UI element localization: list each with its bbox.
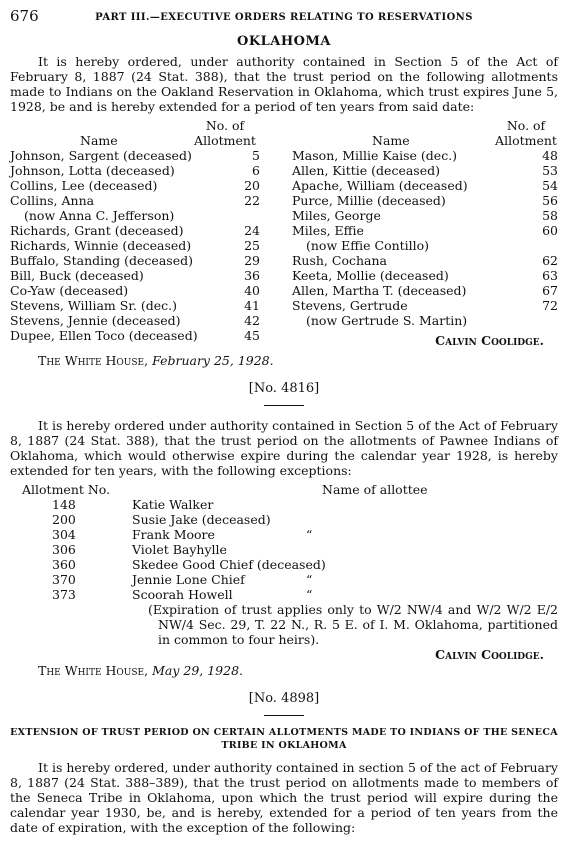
allotment-number: 25	[244, 238, 260, 253]
allottee-name: Stevens, Gertrude	[292, 298, 408, 313]
page-number: 676	[10, 7, 39, 25]
allotment-number: 5	[252, 148, 260, 163]
ditto-mark: “	[306, 587, 313, 602]
allottee-name: Co-Yaw (deceased)	[10, 283, 129, 298]
allotment-number: 42	[244, 313, 260, 328]
date-1: February 25, 1928.	[152, 353, 274, 368]
exception-allottee: Jennie Lone Chief	[132, 572, 245, 587]
allotment-entry	[292, 148, 558, 163]
allottee-name: Mason, Millie Kaise (dec.)	[292, 148, 458, 163]
right-num-heading-1: No. of	[506, 118, 546, 133]
right-column-header	[292, 118, 558, 150]
allotment-number: 54	[542, 178, 558, 193]
signature-2: Calvin Coolidge.	[435, 647, 544, 662]
left-allotment-list	[10, 148, 260, 343]
allotment-entry	[292, 163, 558, 178]
allotment-number: 48	[542, 148, 558, 163]
allotment-entry	[292, 298, 558, 313]
allotment-no-heading: Allotment No.	[22, 482, 111, 497]
order-number-2: [No. 4898]	[248, 691, 320, 706]
allotment-number: 56	[542, 193, 558, 208]
allotment-entry	[292, 268, 558, 283]
dateline-1	[38, 353, 558, 369]
allotment-entry	[292, 208, 558, 223]
section-title: OKLAHOMA	[237, 34, 331, 49]
allottee-name: Buffalo, Standing (deceased)	[10, 253, 193, 268]
left-num-heading-2: Allotment	[194, 133, 256, 148]
exceptions-rows	[10, 497, 558, 602]
allottee-name: (now Effie Contillo)	[306, 238, 430, 253]
allotment-number: 53	[542, 163, 558, 178]
allotment-entry	[10, 268, 260, 283]
allottee-name: Collins, Anna	[10, 193, 95, 208]
allottee-name: Johnson, Sargent (deceased)	[10, 148, 192, 163]
exception-allottee: Frank Moore	[132, 527, 215, 542]
order-3-text: It is hereby ordered, under authority contained in section 5 of the act of February 8, 1887 (24 Stat. 388–389), that the trust period on allotments made to members of the Seneca Tribe in Oklahoma, upon which the trust period will expire during the calendar year 1930, be, and is hereby, extended for a period of ten years from the date of expiration, with the exception of the following:	[10, 760, 558, 835]
allottee-name: Bill, Buck (deceased)	[10, 268, 144, 283]
date-2: May 29, 1928.	[152, 663, 244, 678]
allottee-name: Johnson, Lotta (deceased)	[10, 163, 175, 178]
allottee-name: Stevens, William Sr. (dec.)	[10, 298, 177, 313]
exception-allotment-no: 373	[52, 587, 76, 602]
exception-row	[10, 497, 558, 512]
allotment-number: 72	[542, 298, 558, 313]
allottee-name: Rush, Cochana	[292, 253, 387, 268]
exception-allotment-no: 148	[52, 497, 76, 512]
allotment-number: 20	[244, 178, 260, 193]
allottee-heading: Name of allottee	[322, 482, 428, 497]
allotment-number: 29	[244, 253, 260, 268]
allotment-entry	[292, 283, 558, 298]
allotment-number: 24	[244, 223, 260, 238]
allotment-number: 58	[542, 208, 558, 223]
exception-allottee: Katie Walker	[132, 497, 214, 512]
right-allotment-list	[292, 148, 558, 328]
exception-note: (Expiration of trust applies only to W/2 NW/4 and W/2 W/2 E/2 NW/4 Sec. 29, T. 22 N., R. 5 E. of I. M. Oklahoma, partitioned in common to four heirs).	[148, 602, 558, 647]
exception-allotment-no: 304	[52, 527, 76, 542]
allotment-entry	[10, 193, 260, 208]
allotment-number: 45	[244, 328, 260, 343]
right-name-heading: Name	[372, 133, 410, 148]
exception-allottee: Scoorah Howell	[132, 587, 233, 602]
page-header	[10, 8, 558, 28]
allotment-number: 40	[244, 283, 260, 298]
allottee-name: Dupee, Ellen Toco (deceased)	[10, 328, 198, 343]
allotment-entry	[292, 193, 558, 208]
allottee-name: Richards, Winnie (deceased)	[10, 238, 192, 253]
allotment-entry	[292, 238, 558, 253]
exceptions-header	[10, 482, 558, 497]
seneca-heading	[10, 726, 558, 752]
ditto-mark: “	[306, 527, 313, 542]
exception-row	[10, 572, 558, 587]
allotment-number: 6	[252, 163, 260, 178]
exception-allotment-no: 360	[52, 557, 76, 572]
allotment-entry	[10, 238, 260, 253]
allotment-entry	[292, 253, 558, 268]
allotment-entry	[292, 223, 558, 238]
place-1: The White House,	[38, 353, 149, 368]
right-num-heading-2: Allotment	[495, 133, 557, 148]
allottee-name: Keeta, Mollie (deceased)	[292, 268, 449, 283]
allotment-entry	[10, 223, 260, 238]
allotment-number: 36	[244, 268, 260, 283]
allottee-name: Allen, Martha T. (deceased)	[292, 283, 467, 298]
allotment-number	[534, 313, 558, 328]
exception-row	[10, 587, 558, 602]
allotment-number: 63	[542, 268, 558, 283]
exception-allottee: Skedee Good Chief (deceased)	[132, 557, 326, 572]
left-name-heading: Name	[80, 133, 118, 148]
allottee-name: Stevens, Jennie (deceased)	[10, 313, 181, 328]
order-2-text: It is hereby ordered under authority contained in Section 5 of the Act of February 8, 1887 (24 Stat. 388), that the trust period on the allotments of Pawnee Indians of Oklahoma, which would otherwise expire during the calendar year 1928, is hereby extended for ten years, with the following exceptions:	[10, 418, 558, 478]
exception-row	[10, 557, 558, 572]
allottee-name: (now Gertrude S. Martin)	[306, 313, 468, 328]
signature-1: Calvin Coolidge.	[435, 333, 544, 348]
allotment-entry	[10, 178, 260, 193]
allotment-number	[534, 238, 558, 253]
allottee-name: Allen, Kittie (deceased)	[292, 163, 440, 178]
place-2: The White House,	[38, 663, 149, 678]
allotment-number: 60	[542, 223, 558, 238]
allotment-entry	[292, 178, 558, 193]
ditto-mark: “	[306, 572, 313, 587]
allotment-number: 67	[542, 283, 558, 298]
allotment-number	[236, 208, 260, 223]
allotment-entry	[10, 253, 260, 268]
exception-allotment-no: 200	[52, 512, 76, 527]
exception-row	[10, 527, 558, 542]
document-page	[10, 8, 558, 835]
exception-allottee: Violet Bayhylle	[132, 542, 227, 557]
allotment-entry	[10, 313, 260, 328]
exception-row	[10, 542, 558, 557]
dateline-2	[38, 663, 558, 679]
allotment-entry	[10, 208, 260, 223]
left-column-header	[10, 118, 260, 150]
allotment-entry	[10, 163, 260, 178]
allottee-name: Purce, Millie (deceased)	[292, 193, 446, 208]
allotment-number: 62	[542, 253, 558, 268]
seneca-heading-line-1: EXTENSION OF TRUST PERIOD ON CERTAIN ALLOTMENTS MADE TO INDIANS OF THE SENECA	[10, 727, 558, 738]
allotment-entry	[10, 298, 260, 313]
allotment-number: 41	[244, 298, 260, 313]
allotment-number: 22	[244, 193, 260, 208]
order-1-text: It is hereby ordered, under authority contained in Section 5 of the Act of February 8, 1887 (24 Stat. 388), that the trust period on the following allotments made to Indians on the Oakland Reservation in Oklahoma, which trust expires June 5, 1928, be and is hereby extended for a period of ten years from said date:	[10, 54, 558, 114]
allottee-name: (now Anna C. Jefferson)	[24, 208, 175, 223]
running-head: PART III.—EXECUTIVE ORDERS RELATING TO RESERVATIONS	[95, 12, 473, 23]
exception-allottee: Susie Jake (deceased)	[132, 512, 271, 527]
allotment-entry	[10, 328, 260, 343]
exception-row	[10, 512, 558, 527]
allotment-entry	[292, 313, 558, 328]
left-num-heading-1: No. of	[205, 118, 245, 133]
divider-1	[264, 405, 304, 406]
allottee-name: Miles, Effie	[292, 223, 364, 238]
allottee-name: Collins, Lee (deceased)	[10, 178, 158, 193]
allotment-entry	[10, 148, 260, 163]
seneca-heading-line-2: TRIBE IN OKLAHOMA	[221, 740, 347, 751]
order-number-1: [No. 4816]	[248, 381, 320, 396]
allottee-name: Richards, Grant (deceased)	[10, 223, 184, 238]
divider-2	[264, 715, 304, 716]
allottee-name: Miles, George	[292, 208, 381, 223]
allotment-entry	[10, 283, 260, 298]
exception-allotment-no: 370	[52, 572, 76, 587]
pawnee-exceptions	[10, 482, 558, 602]
exception-allotment-no: 306	[52, 542, 76, 557]
allottee-name: Apache, William (deceased)	[292, 178, 468, 193]
